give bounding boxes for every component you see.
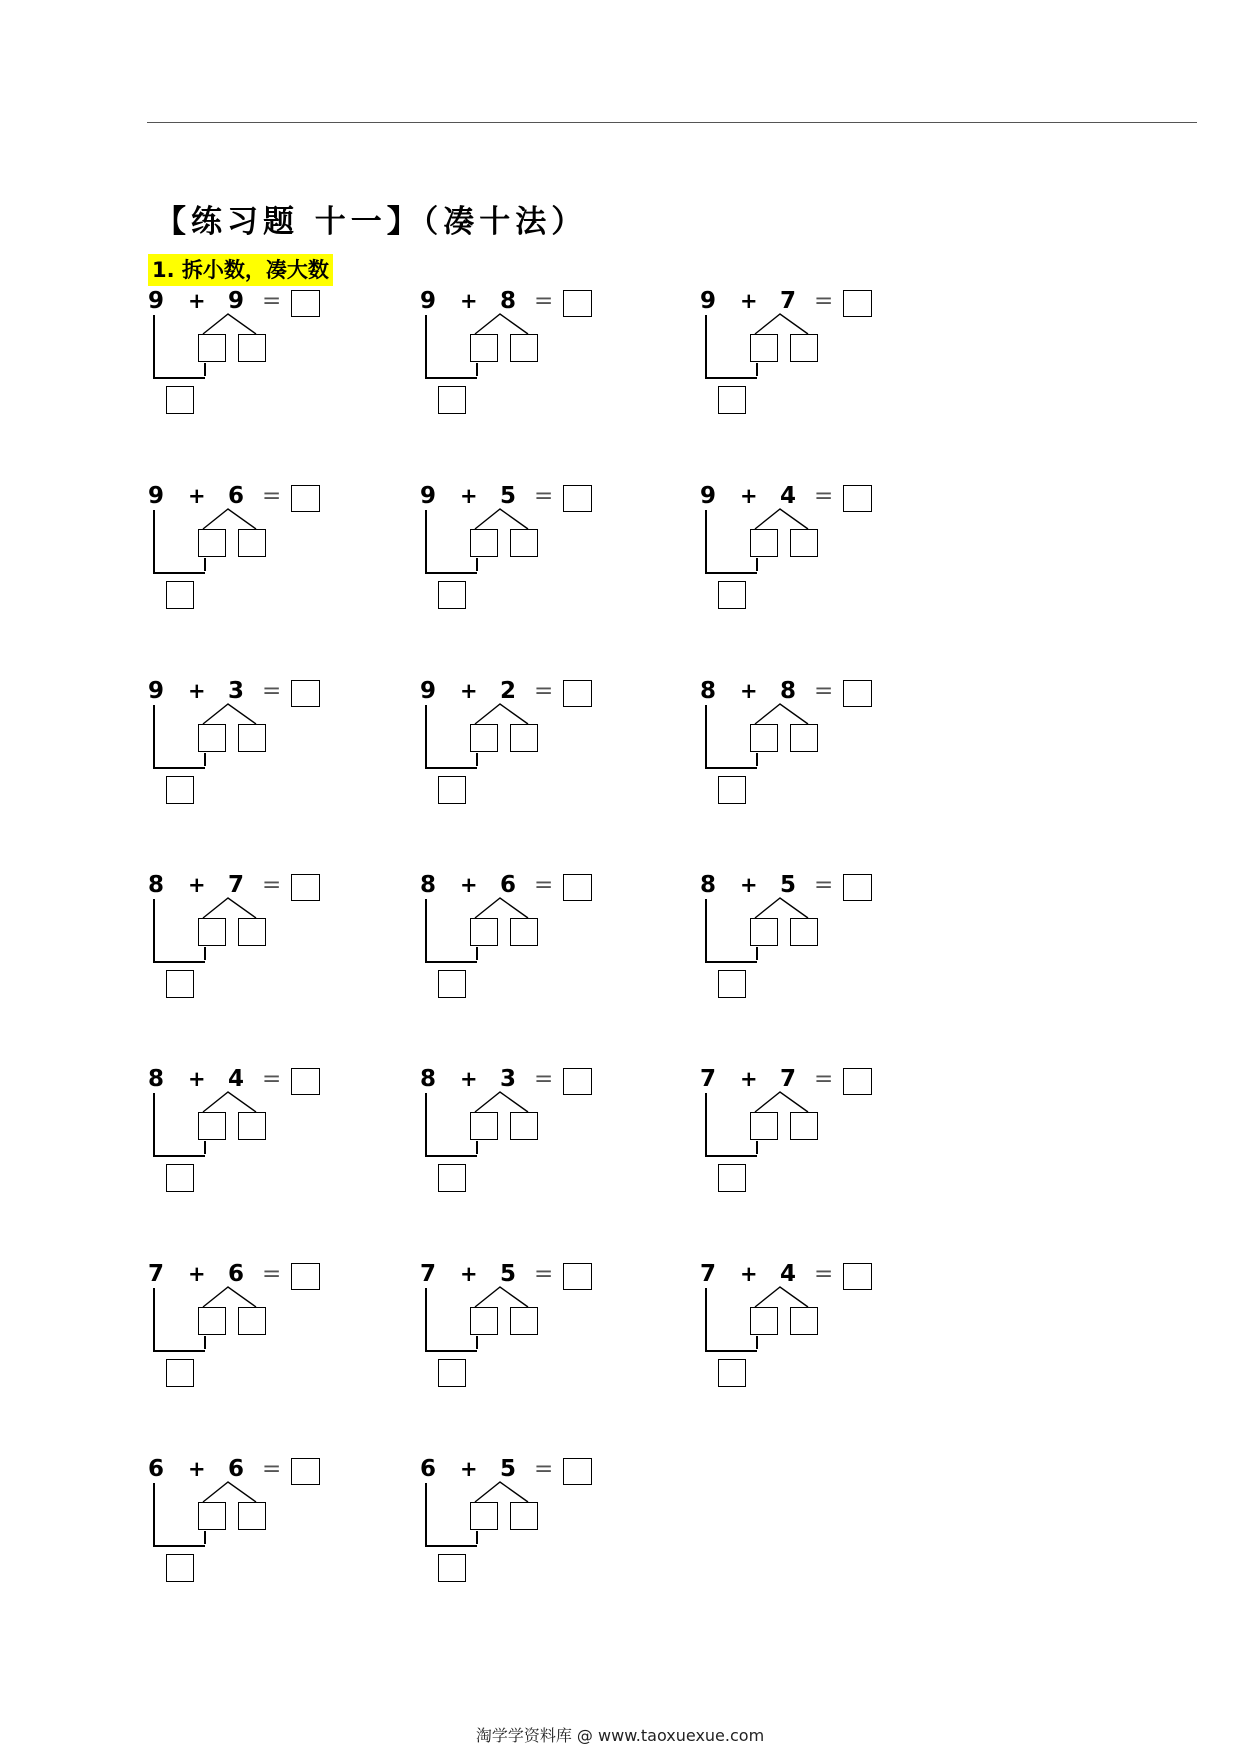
plus-sign: + — [188, 1262, 206, 1286]
bracket-tick — [204, 1141, 206, 1154]
ten-sum-box[interactable] — [718, 1164, 746, 1192]
second-addend: 4 — [780, 1261, 797, 1287]
bracket-tick — [476, 947, 478, 960]
section-heading: 1. 拆小数，凑大数 — [148, 254, 333, 286]
split-part-box-2[interactable] — [238, 1502, 266, 1530]
plus-sign: + — [460, 679, 478, 703]
split-part-box-1[interactable] — [750, 1112, 778, 1140]
problem-block — [420, 1066, 620, 1206]
problem-block — [148, 483, 348, 623]
split-part-box-2[interactable] — [790, 918, 818, 946]
split-part-box-1[interactable] — [470, 334, 498, 362]
bracket-horizontal-line — [425, 961, 477, 963]
bracket-vertical-line — [153, 510, 155, 573]
plus-sign: + — [460, 1067, 478, 1091]
second-addend: 9 — [228, 288, 245, 314]
first-addend: 7 — [700, 1066, 717, 1092]
first-addend: 8 — [148, 1066, 165, 1092]
bracket-horizontal-line — [705, 1350, 757, 1352]
equals-sign: = — [534, 1066, 554, 1092]
bracket-horizontal-line — [153, 1155, 205, 1157]
bracket-tick — [756, 363, 758, 376]
bracket-tick — [476, 558, 478, 571]
ten-sum-box[interactable] — [718, 581, 746, 609]
bracket-horizontal-line — [153, 1545, 205, 1547]
plus-sign: + — [740, 679, 758, 703]
first-addend: 8 — [420, 872, 437, 898]
ten-sum-box[interactable] — [166, 1554, 194, 1582]
equals-sign: = — [262, 288, 282, 314]
bracket-horizontal-line — [705, 1155, 757, 1157]
bracket-horizontal-line — [153, 961, 205, 963]
plus-sign: + — [460, 1457, 478, 1481]
equals-sign: = — [534, 1261, 554, 1287]
split-part-box-2[interactable] — [790, 724, 818, 752]
bracket-tick — [476, 1531, 478, 1544]
bracket-vertical-line — [153, 1093, 155, 1156]
plus-sign: + — [460, 873, 478, 897]
split-part-box-2[interactable] — [790, 1112, 818, 1140]
split-part-box-2[interactable] — [238, 529, 266, 557]
plus-sign: + — [188, 1457, 206, 1481]
second-addend: 5 — [500, 1261, 517, 1287]
split-part-box-2[interactable] — [238, 334, 266, 362]
bracket-tick — [756, 947, 758, 960]
bracket-horizontal-line — [705, 961, 757, 963]
equals-sign: = — [814, 288, 834, 314]
problem-block — [700, 288, 900, 428]
equals-sign: = — [262, 872, 282, 898]
first-addend: 6 — [420, 1456, 437, 1482]
problem-block — [420, 483, 620, 623]
bracket-horizontal-line — [705, 572, 757, 574]
bracket-tick — [476, 1336, 478, 1349]
first-addend: 6 — [148, 1456, 165, 1482]
bracket-vertical-line — [153, 1288, 155, 1351]
split-part-box-1[interactable] — [750, 1307, 778, 1335]
problem-block — [700, 872, 900, 1012]
split-part-box-1[interactable] — [198, 334, 226, 362]
second-addend: 6 — [228, 1456, 245, 1482]
bracket-vertical-line — [705, 1288, 707, 1351]
bracket-tick — [476, 1141, 478, 1154]
split-part-box-1[interactable] — [470, 1112, 498, 1140]
split-part-box-2[interactable] — [510, 1502, 538, 1530]
ten-sum-box[interactable] — [718, 1359, 746, 1387]
problem-block — [148, 288, 348, 428]
ten-sum-box[interactable] — [438, 581, 466, 609]
second-addend: 8 — [780, 678, 797, 704]
second-addend: 8 — [500, 288, 517, 314]
second-addend: 6 — [228, 483, 245, 509]
ten-sum-box[interactable] — [166, 970, 194, 998]
plus-sign: + — [740, 1262, 758, 1286]
equals-sign: = — [814, 678, 834, 704]
split-part-box-1[interactable] — [198, 1112, 226, 1140]
ten-sum-box[interactable] — [438, 970, 466, 998]
first-addend: 9 — [148, 483, 165, 509]
equals-sign: = — [534, 483, 554, 509]
second-addend: 6 — [500, 872, 517, 898]
split-part-box-1[interactable] — [198, 1307, 226, 1335]
split-part-box-1[interactable] — [750, 724, 778, 752]
equals-sign: = — [814, 1066, 834, 1092]
ten-sum-box[interactable] — [166, 386, 194, 414]
second-addend: 7 — [228, 872, 245, 898]
equals-sign: = — [814, 1261, 834, 1287]
equals-sign: = — [534, 872, 554, 898]
split-part-box-1[interactable] — [470, 1307, 498, 1335]
second-addend: 4 — [780, 483, 797, 509]
bracket-horizontal-line — [425, 572, 477, 574]
bracket-horizontal-line — [425, 1350, 477, 1352]
problem-block — [700, 1261, 900, 1401]
second-addend: 3 — [228, 678, 245, 704]
bracket-vertical-line — [425, 705, 427, 768]
first-addend: 7 — [148, 1261, 165, 1287]
bracket-vertical-line — [705, 510, 707, 573]
split-part-box-2[interactable] — [790, 529, 818, 557]
bracket-vertical-line — [705, 1093, 707, 1156]
bracket-horizontal-line — [425, 377, 477, 379]
split-part-box-2[interactable] — [238, 724, 266, 752]
split-part-box-1[interactable] — [470, 1502, 498, 1530]
split-part-box-2[interactable] — [510, 334, 538, 362]
bracket-vertical-line — [425, 1483, 427, 1546]
split-part-box-1[interactable] — [470, 918, 498, 946]
worksheet-title: 【练习题 十一】（凑十法） — [155, 204, 588, 240]
bracket-vertical-line — [153, 705, 155, 768]
equals-sign: = — [814, 872, 834, 898]
bracket-tick — [204, 558, 206, 571]
bracket-tick — [756, 753, 758, 766]
plus-sign: + — [460, 1262, 478, 1286]
split-part-box-1[interactable] — [198, 724, 226, 752]
problem-block — [700, 1066, 900, 1206]
plus-sign: + — [188, 679, 206, 703]
split-part-box-1[interactable] — [750, 918, 778, 946]
first-addend: 9 — [420, 678, 437, 704]
footer-watermark: 淘学学资料库 @ www.taoxuexue.com — [475, 1726, 765, 1745]
first-addend: 8 — [148, 872, 165, 898]
split-part-box-1[interactable] — [198, 918, 226, 946]
bracket-horizontal-line — [425, 1155, 477, 1157]
bracket-vertical-line — [425, 1288, 427, 1351]
bracket-vertical-line — [425, 899, 427, 962]
bracket-tick — [476, 753, 478, 766]
bracket-vertical-line — [705, 315, 707, 378]
split-part-box-1[interactable] — [198, 529, 226, 557]
first-addend: 7 — [700, 1261, 717, 1287]
split-part-box-1[interactable] — [750, 334, 778, 362]
ten-sum-box[interactable] — [718, 386, 746, 414]
problem-block — [148, 1456, 348, 1596]
ten-sum-box[interactable] — [166, 776, 194, 804]
plus-sign: + — [188, 289, 206, 313]
first-addend: 9 — [700, 288, 717, 314]
bracket-tick — [476, 363, 478, 376]
equals-sign: = — [262, 1261, 282, 1287]
split-part-box-2[interactable] — [510, 918, 538, 946]
second-addend: 2 — [500, 678, 517, 704]
equals-sign: = — [534, 288, 554, 314]
problem-block — [148, 1066, 348, 1206]
second-addend: 5 — [500, 483, 517, 509]
problem-block — [420, 1261, 620, 1401]
split-part-box-2[interactable] — [238, 918, 266, 946]
bracket-horizontal-line — [153, 377, 205, 379]
ten-sum-box[interactable] — [438, 1164, 466, 1192]
first-addend: 8 — [700, 678, 717, 704]
bracket-vertical-line — [705, 705, 707, 768]
bracket-tick — [756, 1141, 758, 1154]
plus-sign: + — [740, 873, 758, 897]
bracket-tick — [756, 1336, 758, 1349]
split-part-box-2[interactable] — [510, 529, 538, 557]
bracket-tick — [204, 947, 206, 960]
bracket-vertical-line — [425, 315, 427, 378]
equals-sign: = — [262, 678, 282, 704]
first-addend: 7 — [420, 1261, 437, 1287]
ten-sum-box[interactable] — [438, 776, 466, 804]
problem-block — [700, 483, 900, 623]
first-addend: 9 — [148, 678, 165, 704]
header-rule — [147, 122, 1197, 123]
second-addend: 3 — [500, 1066, 517, 1092]
split-part-box-1[interactable] — [470, 529, 498, 557]
problem-block — [420, 872, 620, 1012]
ten-sum-box[interactable] — [718, 776, 746, 804]
bracket-vertical-line — [425, 510, 427, 573]
equals-sign: = — [262, 1456, 282, 1482]
bracket-vertical-line — [153, 315, 155, 378]
problem-block — [148, 678, 348, 818]
split-part-box-2[interactable] — [790, 334, 818, 362]
ten-sum-box[interactable] — [166, 581, 194, 609]
second-addend: 6 — [228, 1261, 245, 1287]
bracket-horizontal-line — [153, 572, 205, 574]
problem-block — [420, 1456, 620, 1596]
ten-sum-box[interactable] — [166, 1359, 194, 1387]
bracket-tick — [204, 1336, 206, 1349]
problem-block — [420, 678, 620, 818]
first-addend: 8 — [700, 872, 717, 898]
problem-block — [148, 1261, 348, 1401]
equals-sign: = — [534, 1456, 554, 1482]
bracket-horizontal-line — [425, 767, 477, 769]
bracket-tick — [204, 363, 206, 376]
second-addend: 4 — [228, 1066, 245, 1092]
problem-block — [700, 678, 900, 818]
plus-sign: + — [188, 1067, 206, 1091]
plus-sign: + — [460, 289, 478, 313]
split-part-box-2[interactable] — [510, 1307, 538, 1335]
first-addend: 9 — [700, 483, 717, 509]
problem-block — [420, 288, 620, 428]
bracket-horizontal-line — [705, 767, 757, 769]
equals-sign: = — [262, 483, 282, 509]
split-part-box-2[interactable] — [238, 1112, 266, 1140]
bracket-tick — [204, 753, 206, 766]
bracket-horizontal-line — [153, 1350, 205, 1352]
equals-sign: = — [534, 678, 554, 704]
problem-block — [148, 872, 348, 1012]
ten-sum-box[interactable] — [166, 1164, 194, 1192]
ten-sum-box[interactable] — [718, 970, 746, 998]
bracket-vertical-line — [153, 899, 155, 962]
bracket-tick — [756, 558, 758, 571]
split-part-box-2[interactable] — [238, 1307, 266, 1335]
plus-sign: + — [460, 484, 478, 508]
split-part-box-2[interactable] — [510, 1112, 538, 1140]
ten-sum-box[interactable] — [438, 1359, 466, 1387]
plus-sign: + — [740, 1067, 758, 1091]
second-addend: 7 — [780, 288, 797, 314]
bracket-horizontal-line — [153, 767, 205, 769]
second-addend: 7 — [780, 1066, 797, 1092]
equals-sign: = — [814, 483, 834, 509]
plus-sign: + — [188, 484, 206, 508]
split-part-box-1[interactable] — [198, 1502, 226, 1530]
ten-sum-box[interactable] — [438, 386, 466, 414]
first-addend: 9 — [148, 288, 165, 314]
split-part-box-1[interactable] — [750, 529, 778, 557]
bracket-vertical-line — [153, 1483, 155, 1546]
bracket-horizontal-line — [425, 1545, 477, 1547]
second-addend: 5 — [780, 872, 797, 898]
bracket-tick — [204, 1531, 206, 1544]
plus-sign: + — [188, 873, 206, 897]
first-addend: 9 — [420, 483, 437, 509]
plus-sign: + — [740, 484, 758, 508]
bracket-horizontal-line — [705, 377, 757, 379]
first-addend: 9 — [420, 288, 437, 314]
equals-sign: = — [262, 1066, 282, 1092]
plus-sign: + — [740, 289, 758, 313]
bracket-vertical-line — [425, 1093, 427, 1156]
split-part-box-2[interactable] — [790, 1307, 818, 1335]
bracket-vertical-line — [705, 899, 707, 962]
ten-sum-box[interactable] — [438, 1554, 466, 1582]
second-addend: 5 — [500, 1456, 517, 1482]
split-part-box-1[interactable] — [470, 724, 498, 752]
split-part-box-2[interactable] — [510, 724, 538, 752]
first-addend: 8 — [420, 1066, 437, 1092]
